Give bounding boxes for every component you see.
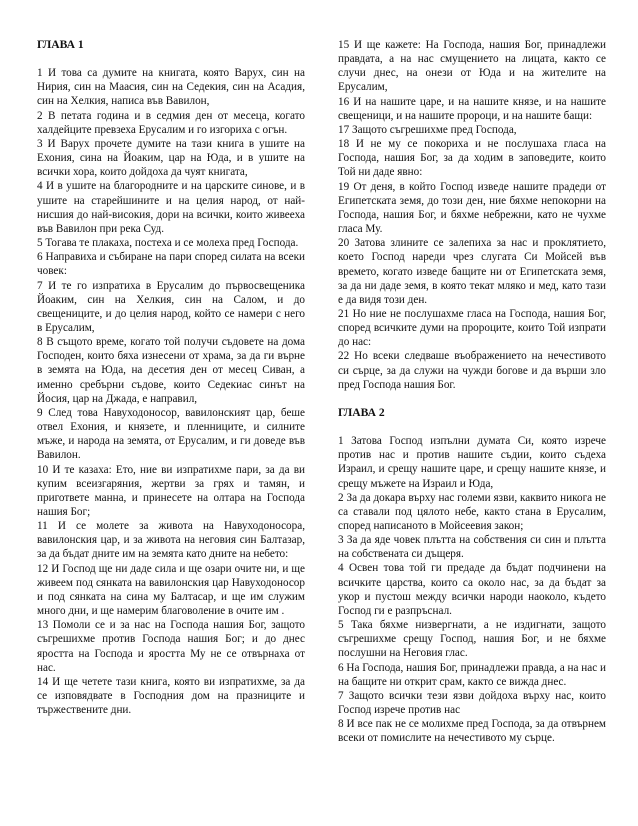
verse: 19 От деня, в който Господ изведе нашите прадеди от Египетската земя, до този ден, ние бяхме непокорни на Господа, нашия Бог, и бяхме небрежни, като не чухме гласа Му.: [338, 180, 606, 236]
verse: 3 За да яде човек плътта на собствения си син и плътта на собствената си дъщеря.: [338, 534, 606, 561]
verse: 16 И на нашите царе, и на нашите князе, и на нашите свещеници, и на нашите пророци, и на нашите бащи:: [338, 95, 606, 122]
verse: 8 В същото време, когато той получи съдовете на дома Господен, които бяха изнесени от храма, за да ги върне в земята на Юда, на десетия ден от месец Сиван, а именно сребърни съдове, които Седекиас синът на Йосия, цар на Джада, е направил,: [37, 336, 305, 405]
verse: 5 Тогава те плакаха, постеха и се молеха пред Господа.: [37, 237, 299, 250]
verse: 12 И Господ ще ни даде сила и ще озари очите ни, и ще живеем под сянката на вавилонския цар Навуходоносор и под сянката на сина му Балтасар, и ще им служим много дни, и ще намерим благоволение в очите им .: [37, 562, 305, 618]
verse: 14 И ще четете тази книга, която ви изпратихме, за да се изповядвате в Господния дом на празниците и тържествените дни.: [37, 675, 305, 717]
verse: 5 Така бяхме низвергнати, а не издигнати, защото съгрешихме срещу Господ, нашия Бог, и не бяхме послушни на Неговия глас.: [338, 619, 606, 660]
verse: 8 И все пак не се молихме пред Господа, за да отвърнем всеки от помислите на нечестивото му сърце.: [338, 718, 606, 745]
right-column: [338, 38, 606, 746]
verse: 13 Помоли се и за нас на Господа нашия Бог, защото съгрешихме против Господа нашия Бог; и до днес яростта на Господа и яростта Му не се отвърнаха от нас.: [37, 619, 305, 674]
verse: 11 И се молете за живота на Навуходоносора, вавилонския цар, и за живота на неговия син Балтазар, за да бъдат дните им на земята като дните на небето:: [37, 520, 305, 561]
verse: 7 И те го изпратиха в Ерусалим до първосвещеника Йоаким, син на Хелкия, син на Салом, и до свещениците, и до целия народ, който се намери с него в Ерусалим,: [37, 279, 305, 334]
verse: 1 Затова Господ изпълни думата Си, която изрече против нас и против нашите съдии, които съдеха Израил, и срещу нашите царе, и срещу нашите князе, и срещу мъжете на Израил и Юда,: [338, 435, 606, 490]
verse: 7 Защото всички тези язви дойдоха върху нас, които Господ изрече против нас: [338, 689, 606, 717]
verse: 4 Освен това той ги предаде да бъдат подчинени на всичките царства, които са около нас, за да бъдат за укор и пустош между всички народи наоколо, където Господ ги е разпръснал.: [338, 562, 606, 617]
verse: 18 И не му се покорихa и не послушаха гласа на Господа, нашия Бог, за да ходим в заповедите, които Той ни даде явно:: [338, 138, 606, 179]
verse: 3 И Варух прочете думите на тази книга в ушите на Ехония, сина на Йоаким, цар на Юда, и в ушите на всички хора, които дойдоха да чуят книгата,: [37, 137, 305, 179]
verse: 2 За да докара върху нас големи язви, каквито никога не са ставали под цялото небе, както стана в Ерусалим, според написаното в Мойсеевия закон;: [338, 491, 606, 532]
verse: 9 След това Навуходоносор, вавилонският цар, беше отвел Ехония, и князете, и пленниците, и силните мъже, и народа на земята, от Ерусалим, и ги доведе във Вавилон.: [37, 406, 305, 462]
chapter-heading-1: ГЛАВА 1: [37, 38, 84, 51]
verse: 6 На Господа, нашия Бог, принадлежи правда, а на нас и на бащите ни открит срам, както се вижда днес.: [338, 661, 606, 688]
verse: 1 И това са думите на книгата, която Варух, син на Нирия, син на Маасия, син на Седекия, син на Асадия, син на Хелкия, написа във Вавилон,: [37, 67, 305, 108]
verse: 6 Направиха и събиране на пари според силата на всеки човек:: [37, 251, 305, 278]
verse: 22 Но всеки следваше въображението на нечестивото си сърце, за да служи на чужди богове и да върши зло пред Господа нашия Бог.: [338, 350, 606, 391]
left-column: [37, 38, 305, 717]
verse: 4 И в ушите на благородните и на царските синове, и в ушите на старейшините и на целия народ, от най-нисшия до най-високия, дори на всички, които живееха във Вавилон при река Суд.: [37, 180, 305, 235]
verse: 20 Затова злините се залепиха за нас и проклятието, което Господ нареди чрез слугата Си Мойсей във времето, когато изведе бащите ни от Египетската земя, за да ни даде земя, в която текат мляко и мед, като тази е да видя този ден.: [338, 237, 606, 306]
chapter-heading-2: ГЛАВА 2: [338, 405, 385, 419]
verse: 10 И те казаха: Ето, ние ви изпратихме пари, за да ви купим всеизгаряния, жертви за грях и тамян, и пригответе манна, и принесете на олтара на Господа нашия Бог;: [37, 463, 305, 518]
verse: 21 Но ние не послушахме гласа на Господа, нашия Бог, според всичките думи на пророците, които Той изпрати до нас:: [338, 307, 606, 349]
verse: 17 Защото съгрешихме пред Господа,: [338, 123, 517, 136]
verse: 2 В петата година и в седмия ден от месеца, когато халдейците превзеха Ерусалим и го изгориха с огън.: [37, 109, 305, 136]
verse: 15 И ще кажете: На Господа, нашия Бог, принадлежи правдата, а на нас смущението на лицата, както се случи днес, на онези от Юда и на жителите на Ерусалим,: [338, 39, 606, 94]
